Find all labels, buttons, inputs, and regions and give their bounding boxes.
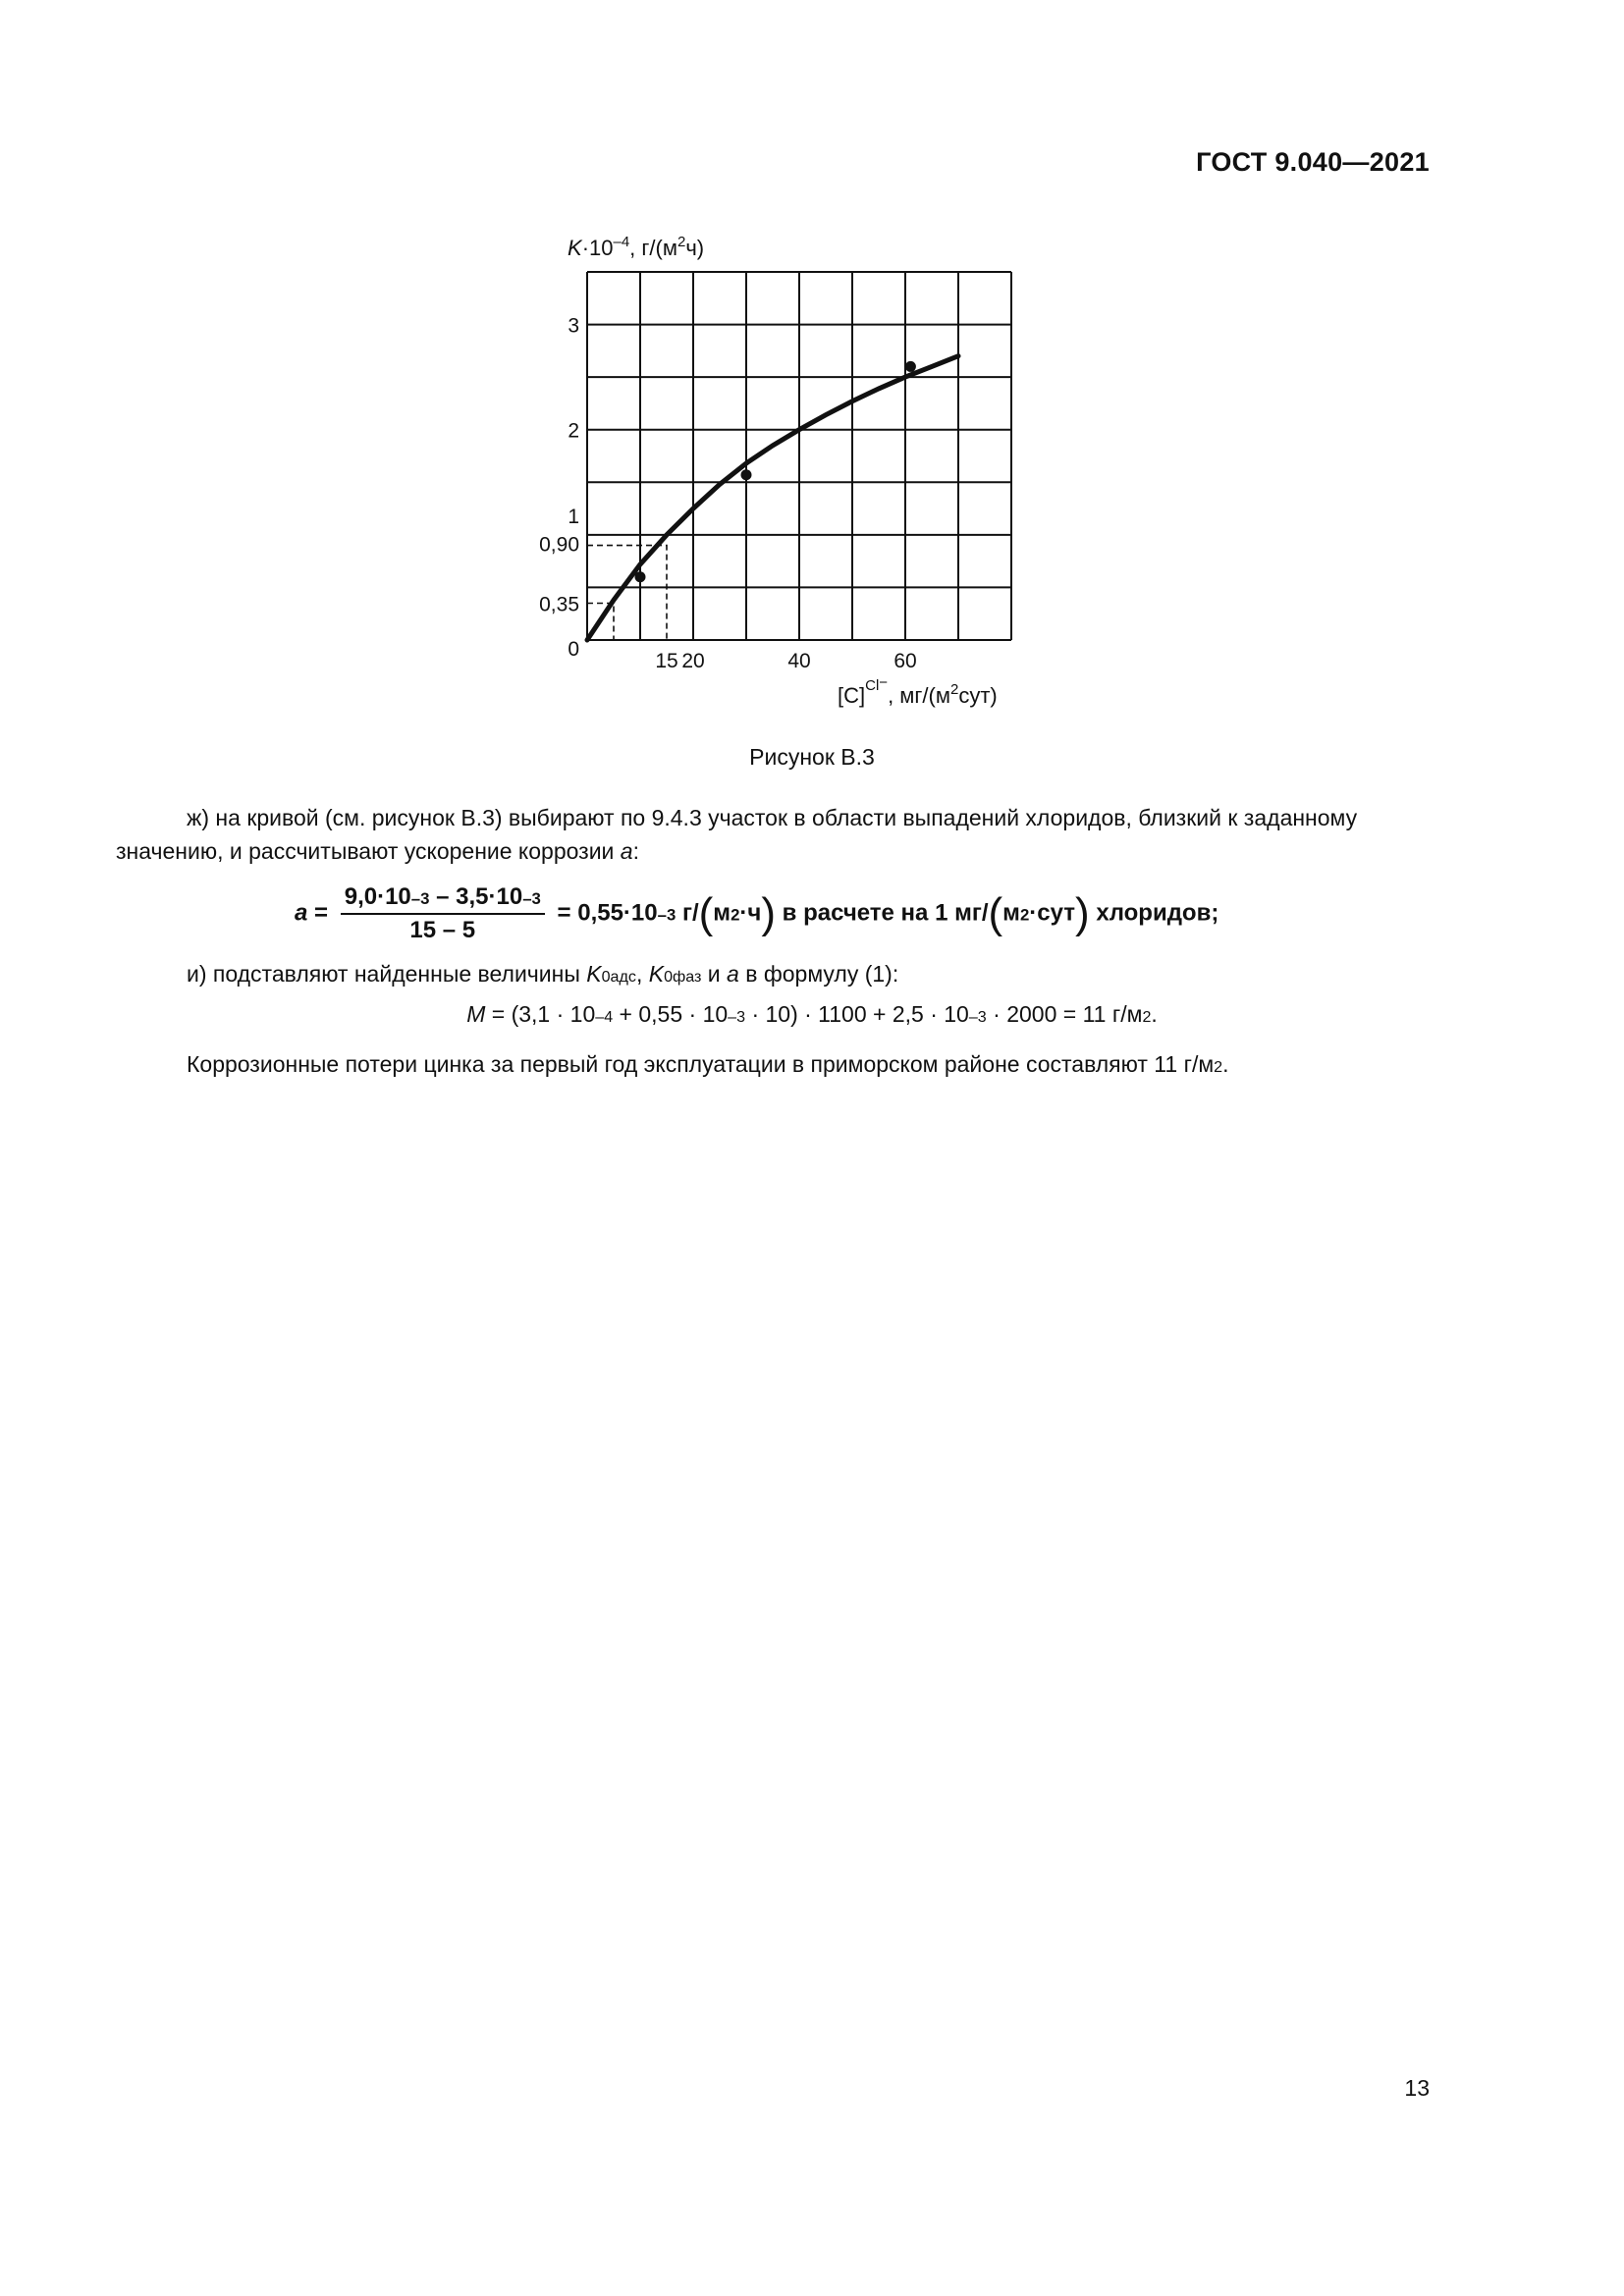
- y-tick-label: 0,90: [539, 533, 579, 557]
- formula-mass-loss: $M = (3,1 \cdot 10^{-4} + 0,55 \cdot 10^{-3} \cdot 10) \cdot 1100 + 2,5 \cdot 10^{-3} \cdot 2000 = 11$ $г/м^2$.: [466, 1001, 1158, 1027]
- page-number: 13: [1404, 2075, 1430, 2101]
- chart-y-ticks: [539, 315, 579, 661]
- formula-fraction: $\frac{9,0\cdot 10^{-3} - 3,5\cdot 10^{-3}}{15 - 5}$: [341, 883, 545, 944]
- y-tick-label: 1: [568, 505, 579, 528]
- y-axis-label: $K\cdot 10^{-4}$, $г/(м^2ч)$: [568, 234, 705, 260]
- paragraph-i: и) подставляют найденные величины $K^0_{адс}$, $K^0_{фаз}$ и a в формулу (1):: [187, 961, 899, 987]
- x-tick-label: 15: [655, 650, 678, 672]
- formula-acceleration: a = $\frac{9,0\cdot 10^{-3} - 3,5\cdot 10^{-3}}{15 - 5}$ = $0,55\cdot 10^{-3}$ $г/(м^2\cdot ч)$ в расчете на 1 $мг/(м^2\cdot сут)$ хлоридов;: [295, 883, 1219, 943]
- chart-grid: [587, 272, 1011, 640]
- figure-caption: Рисунок В.3: [749, 744, 875, 770]
- paragraph-zh: ж) на кривой (см. рисунок В.3) выбирают по 9.4.3 участок в области выпадений хлоридов, близкий к заданному значению, и рассчитывают ускорение коррозии a:: [116, 805, 1358, 864]
- paragraph-conclusion: Коррозионные потери цинка за первый год эксплуатации в приморском районе составляют 11 $г/м^2$.: [187, 1051, 1229, 1077]
- data-point: [741, 469, 752, 480]
- y-tick-label: 2: [568, 419, 579, 443]
- y-tick-label: 3: [568, 314, 579, 338]
- figure-chart: [530, 221, 1041, 731]
- x-tick-label: 40: [787, 650, 811, 672]
- chart-curve: [587, 356, 958, 640]
- data-point: [635, 571, 646, 582]
- x-axis-label: $[C]^{Cl}-$, $мг/(м^2сут)$: [838, 674, 998, 708]
- x-tick-label: 20: [681, 650, 705, 672]
- chart-x-ticks: [655, 650, 916, 672]
- y-tick-label: 0,35: [539, 593, 579, 616]
- document-code: ГОСТ 9.040—2021: [1196, 147, 1430, 177]
- x-tick-label: 60: [893, 650, 917, 672]
- data-point: [905, 361, 916, 372]
- y-tick-label: 0: [568, 638, 579, 661]
- chart-points: [635, 361, 916, 582]
